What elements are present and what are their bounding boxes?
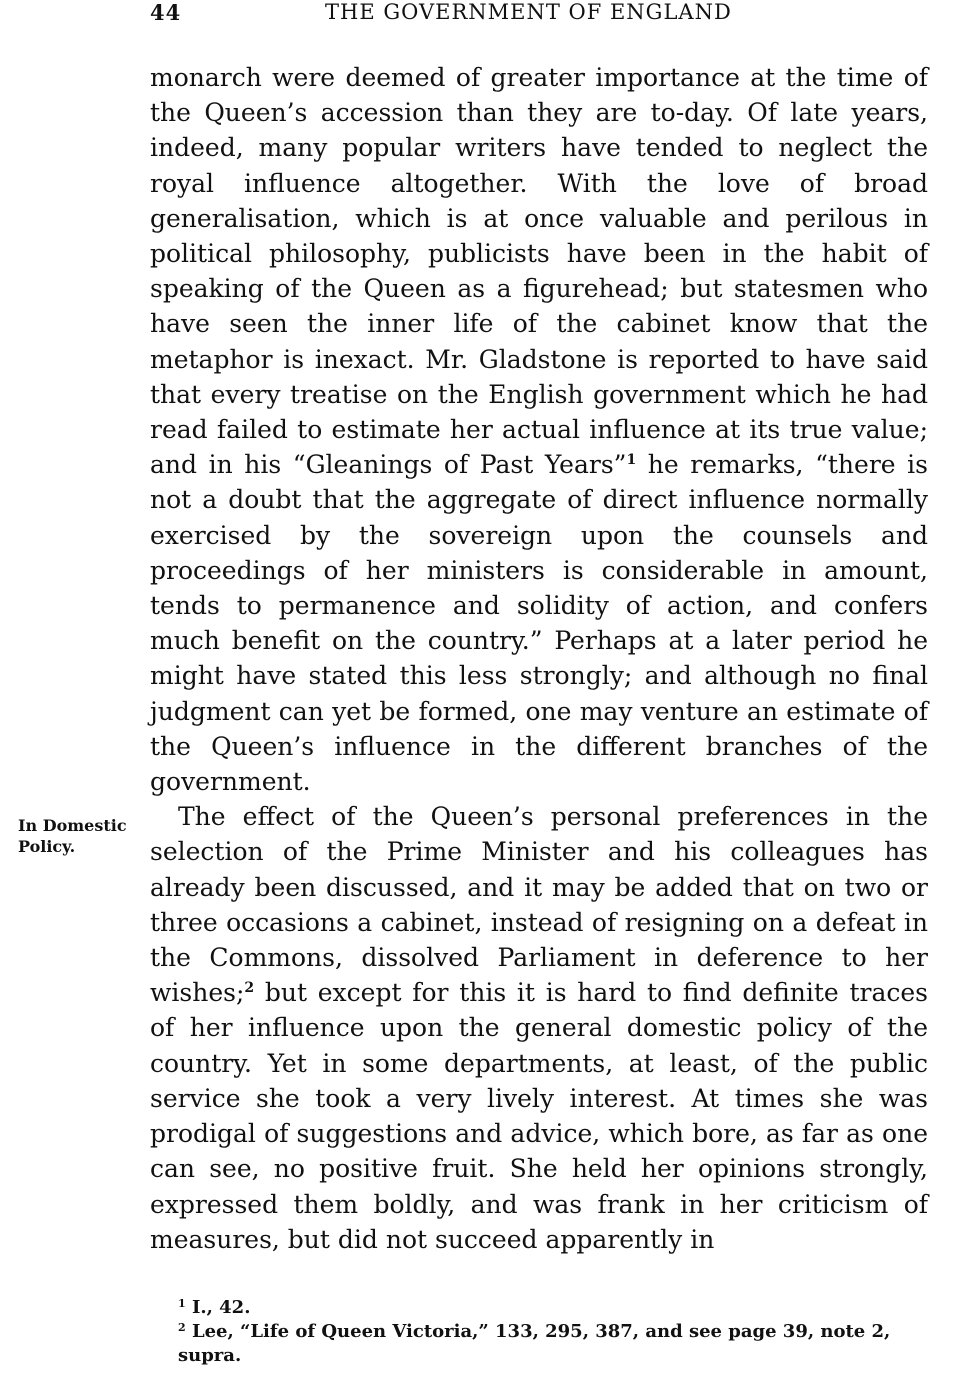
footnote-text: Lee, “Life of Queen Victoria,” 133, 295, 387, and see page 39, note 2, supra. — [178, 1321, 891, 1366]
margin-note-line: Policy. — [18, 837, 76, 856]
paragraph-2 — [150, 799, 928, 1257]
margin-note-line: In Domestic — [18, 816, 127, 835]
page-number: 44 — [150, 0, 182, 25]
footnote-marker: 1 — [178, 1297, 186, 1310]
footnote-2 — [150, 1320, 932, 1368]
paragraph-text: monarch were deemed of greater importance at the time of the Queen’s accession than they are to-day. Of late years, indeed, many popular writers have tended to neglect the royal influence altogether. With the love of broad generalisation, which is at once valuable and perilous in political philosophy, publicists have been in the habit of speaking of the Queen as a figurehead; but statesmen who have seen the inner life of the cabinet know that the metaphor is inexact. Mr. Gladstone is reported to have said that every treatise on the English government which he had read failed to estimate her actual influence at its true value; and in his “Gleanings of Past Years” — [150, 63, 928, 480]
footnote-ref: 2 — [244, 980, 255, 997]
footnote-ref: 1 — [626, 452, 637, 469]
paragraph-text: he remarks, “there is not a doubt that the aggregate of direct influence normally exercised by the sovereign upon the counsels and proceedings of her ministers is considerable in amount, tends to permanence and solidity of action, and confers much benefit on the country.” Perhaps at a later period he might have stated this less strongly; and although no final judgment can yet be formed, one may venture an estimate of the Queen’s influence in the different branches of the government. — [150, 450, 928, 797]
footnote-text: I., 42. — [191, 1297, 251, 1318]
paragraph-1 — [150, 60, 928, 799]
footnotes — [150, 1296, 932, 1368]
running-title: THE GOVERNMENT OF ENGLAND — [325, 0, 732, 24]
body-text — [150, 60, 928, 1257]
margin-note — [18, 815, 148, 857]
footnote-marker: 2 — [178, 1321, 186, 1334]
paragraph-text: but except for this it is hard to find definite traces of her influence upon the general domestic policy of the country. Yet in some departments, at least, of the public service she took a very lively interest. At times she was prodigal of suggestions and advice, which bore, as far as one can see, no positive fruit. She held her opinions strongly, expressed them boldly, and was frank in her criticism of measures, but did not succeed apparently in — [150, 978, 928, 1254]
page-header — [150, 0, 930, 28]
paragraph-text: The effect of the Queen’s personal preferences in the selection of the Prime Minister and his colleagues has already been discussed, and it may be added that on two or three occasions a cabinet, instead of resigning on a defeat in the Commons, dissolved Parliament in deference to her wishes; — [150, 802, 928, 1008]
footnote-1 — [150, 1296, 932, 1320]
